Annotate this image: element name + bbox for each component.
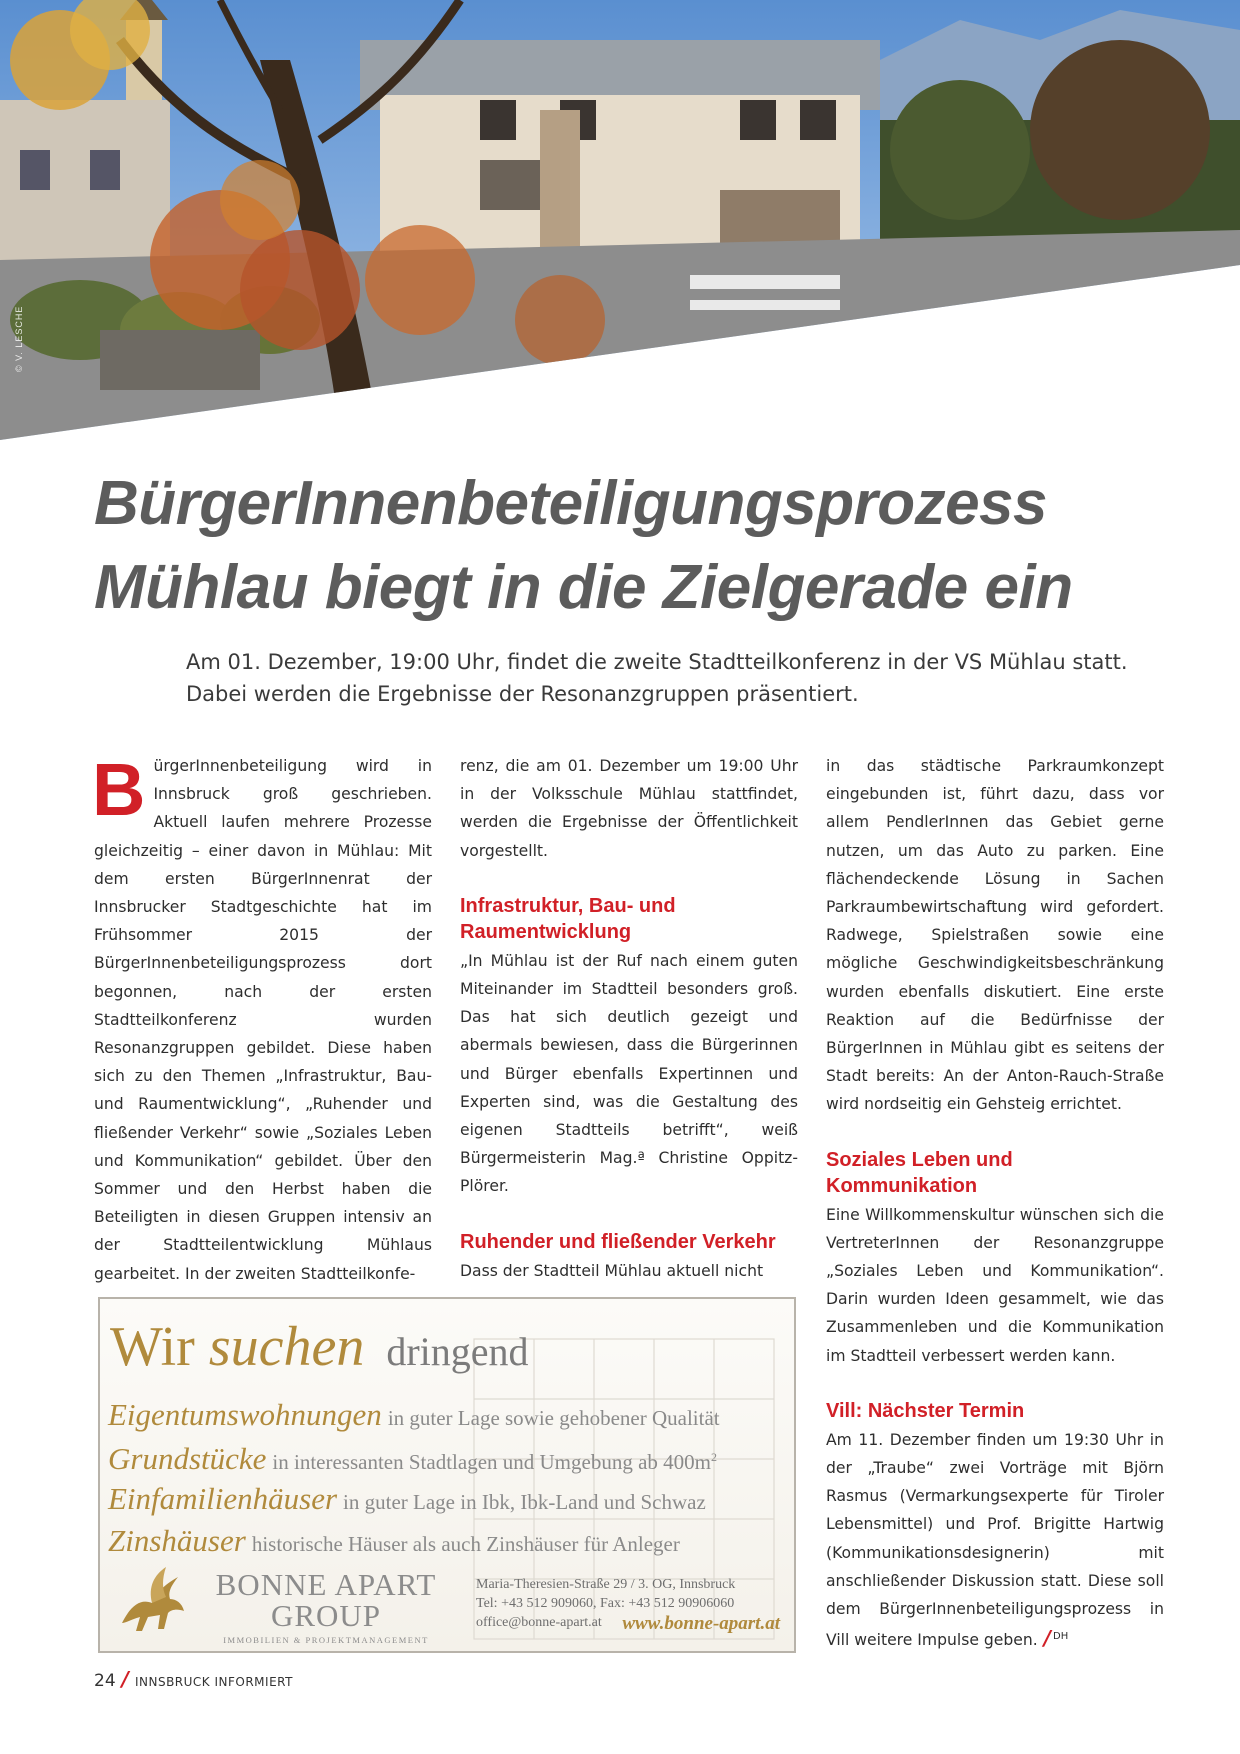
ad-item-keyword: Grundstücke — [108, 1441, 267, 1476]
author-initials: DH — [1053, 1631, 1069, 1643]
ad-title-word-3: dringend — [386, 1329, 529, 1374]
ad-item — [108, 1523, 680, 1562]
page-footer — [94, 1667, 293, 1689]
section-text-soziales: Eine Willkommenskultur wünschen sich die VertreterInnen der Resonanzgruppe „Soziales Leben und Kommunikation“. Darin wurden Ideen gesammelt, wie das Zusammenleben und die Kommunikation im Stadtteil verbessert werden kann. — [826, 1205, 1164, 1365]
intro-text: ürgerInnenbeteiligung wird in Innsbruck groß geschrieben. Aktuell laufen mehrere Prozesse gleichzeitig – einer davon in Mühlau: Mit dem ersten BürgerInnenrat der Innsbrucker Stadtgeschichte hat im Frühsommer 2015 der BürgerInnenbeteiligungsprozess dort begonnen, nach der ersten Stadtteilkonferenz wurden Resonanzgruppen gebildet. Diese haben sich zu den Themen „Infrastruktur, Bau- und Raumentwicklung“, „Ruhender und fließender Verkehr“ sowie „Soziales Leben und Kommunikation“ gebildet. Über den Sommer und den Herbst haben die Beteiligten in diesen Gruppen intensiv an der Stadtteilentwicklung Mühlaus gearbeitet. In der zweiten Stadtteilkonfe- — [94, 757, 432, 1283]
lead-line-2: Dabei werden die Ergebnisse der Resonanzgruppen präsentiert. — [186, 682, 859, 706]
ad-title — [110, 1317, 529, 1382]
vill-text: Am 11. Dezember finden um 19:30 Uhr in der „Traube“ zwei Vorträge mit Björn Rasmus (Vermarkungsexperte für Tiroler Lebensmittel) und Prof. Brigitte Hartwig (Kommunikationsdesignerin) mit anschließender Diskussion statt. Diese soll dem BürgerInnenbeteiligungsprozess in Vill weitere Impulse geben. — [826, 1430, 1164, 1650]
ad-item-keyword: Einfamilienhäuser — [108, 1481, 338, 1516]
pegasus-logo-icon — [112, 1563, 192, 1639]
ad-item-text: in guter Lage sowie gehobener Qualität — [387, 1406, 720, 1430]
section-text-verkehr-continued: in das städtische Parkraumkonzept eingebunden ist, führt dazu, dass vor allem PendlerInnen das Gebiet gerne nutzen, um das Auto zu parken. Eine flächendeckende Lösung in Sachen Parkraumbewirtschaftung wird gefordert. Radwege, Spielstraßen sowie eine mögliche Geschwindigkeitsbeschränkung wurden ebenfalls diskutiert. Eine erste Reaktion auf die Bedürfnisse der BürgerInnen in Mühlau gibt es seitens der Stadt bereits: An der Anton-Rauch-Straße wird nordseitig ein Gehsteig errichtet. — [826, 757, 1164, 1114]
ad-item — [108, 1397, 720, 1436]
ad-item-keyword: Eigentumswohnungen — [108, 1397, 382, 1432]
ad-item-text: in guter Lage in Ibk, Ibk-Land und Schwaz — [343, 1490, 706, 1514]
article-column-3 — [826, 752, 1164, 1655]
ad-title-word-2: suchen — [208, 1316, 365, 1378]
drop-cap: B — [92, 748, 146, 831]
section-text-vill — [826, 1426, 1164, 1655]
section-heading-vill: Vill: Nächster Termin — [826, 1399, 1025, 1422]
ad-website-link[interactable]: www.bonne-apart.at — [622, 1613, 780, 1634]
ad-item-keyword: Zinshäuser — [108, 1523, 246, 1558]
headline-line-1: BürgerInnenbeteiligungsprozess — [94, 469, 1048, 538]
ad-item-text: in interessanten Stadtlagen und Umgebung ab 400m — [272, 1450, 711, 1474]
company-line-2: GROUP — [270, 1598, 382, 1633]
advertisement[interactable] — [98, 1297, 796, 1653]
ad-item-text: historische Häuser als auch Zinshäuser für Anleger — [251, 1532, 680, 1556]
magazine-name: INNSBRUCK INFORMIERT — [134, 1675, 293, 1689]
hero-photo-illustration — [0, 0, 1240, 440]
page-number: 24 — [94, 1671, 116, 1691]
section-text-verkehr: Dass der Stadtteil Mühlau aktuell nicht — [460, 1261, 764, 1280]
lead-line-1: Am 01. Dezember, 19:00 Uhr, findet die zweite Stadtteilkonferenz in der VS Mühlau statt. — [186, 650, 1128, 674]
company-line-1: BONNE APART — [215, 1567, 437, 1602]
section-heading-infrastruktur: Infrastruktur, Bau- und Raumentwicklung — [460, 894, 676, 943]
footer-separator: / — [121, 1667, 129, 1691]
article-column-2 — [460, 752, 798, 1285]
end-mark: / — [1043, 1626, 1052, 1651]
ad-item — [108, 1439, 717, 1480]
article-column-1 — [92, 748, 432, 1288]
intro-paragraph — [92, 748, 432, 1288]
ad-phone: Tel: +43 512 909060, Fax: +43 512 90906060 — [476, 1596, 735, 1611]
ad-email[interactable]: office@bonne-apart.at — [476, 1615, 602, 1630]
ad-title-word-1: Wir — [110, 1316, 195, 1378]
hero-photo — [0, 0, 1240, 440]
headline — [94, 462, 1214, 630]
lead-paragraph — [186, 646, 1186, 710]
section-text-infrastruktur: „In Mühlau ist der Ruf nach einem guten Miteinander im Stadtteil besonders groß. Das hat sich deutlich gezeigt und abermals bewiesen, dass die Bürgerinnen und Bürger ebenfalls Expertinnen und Experten sind, was die Gestaltung des eigenen Stadtteils betrifft“, weiß Bürgermeisterin Mag.ª Christine Oppitz-Plörer. — [460, 951, 798, 1196]
ad-item — [108, 1481, 706, 1520]
company-tagline: IMMOBILIEN & PROJEKTMANAGEMENT — [223, 1635, 429, 1645]
intro-continued: renz, die am 01. Dezember um 19:00 Uhr in der Volksschule Mühlau stattfindet, werden die Ergebnisse der Öffentlichkeit vorgestellt. — [460, 757, 798, 860]
photo-credit: © V. LESCHE — [14, 305, 24, 372]
ad-company-name — [196, 1569, 456, 1645]
ad-address: Maria-Theresien-Straße 29 / 3. OG, Innsbruck — [476, 1577, 736, 1592]
section-heading-soziales: Soziales Leben und Kommunikation — [826, 1148, 1013, 1197]
headline-line-2: Mühlau biegt in die Zielgerade ein — [94, 553, 1073, 622]
ad-item-superscript: 2 — [711, 1450, 717, 1464]
section-heading-verkehr: Ruhender und fließender Verkehr — [460, 1230, 776, 1253]
